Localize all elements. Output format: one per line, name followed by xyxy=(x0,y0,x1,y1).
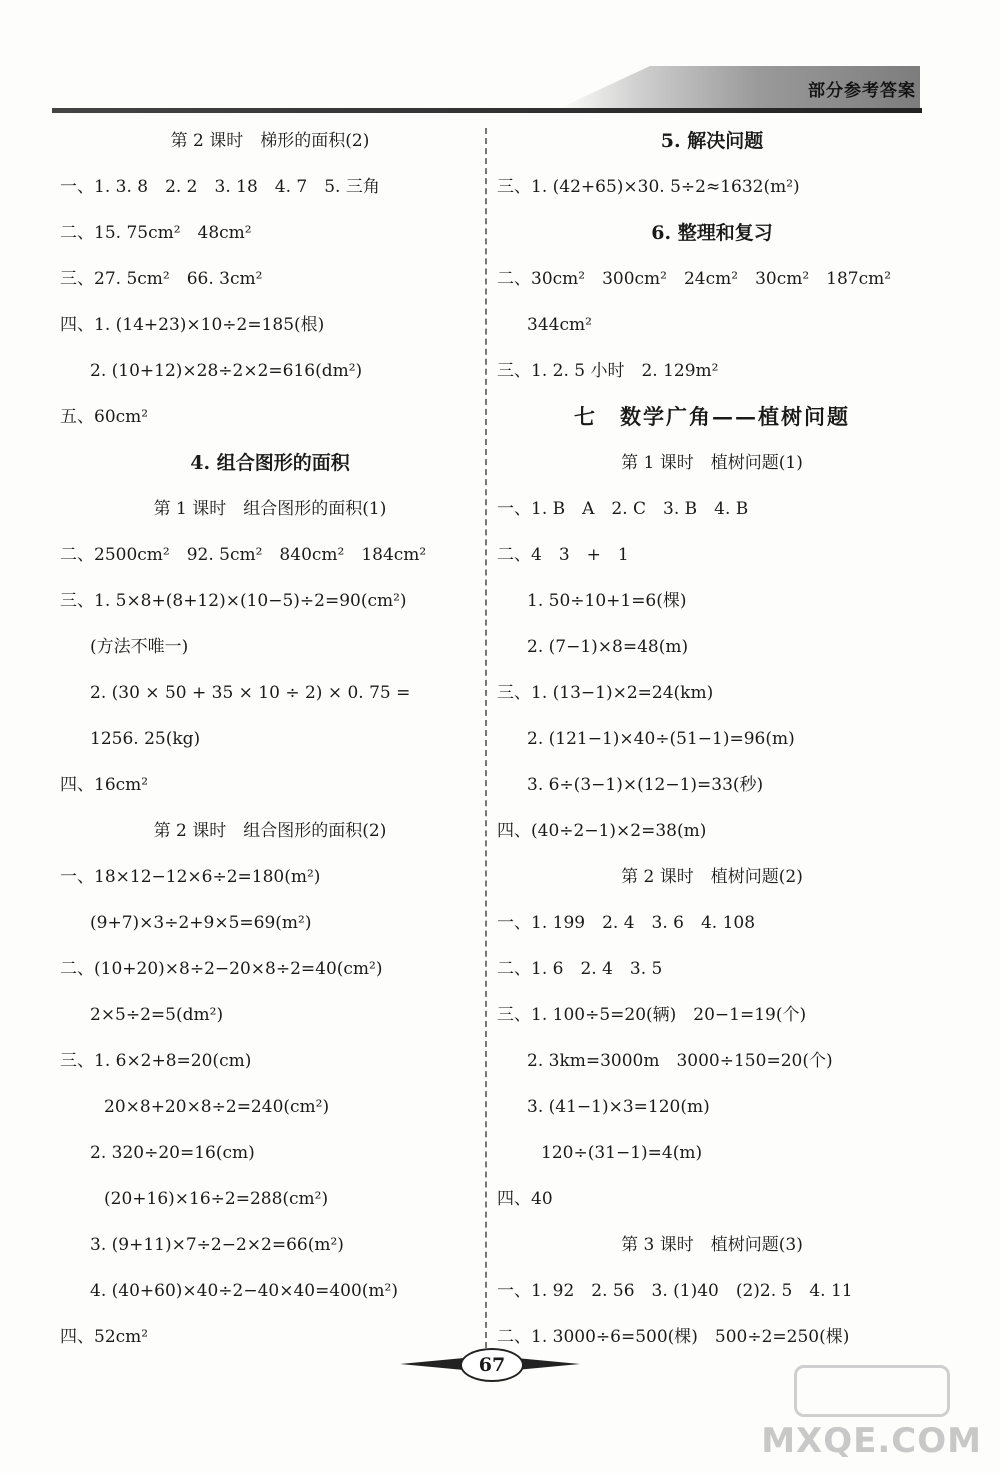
right-answer-line: 三、1. (42+65)×30. 5÷2≈1632(m²) xyxy=(497,177,800,197)
right-answer-line: 2. (121−1)×40÷(51−1)=96(m) xyxy=(527,729,795,749)
left-answer-line: (方法不唯一) xyxy=(90,637,189,657)
left-answer-line: 五、60cm² xyxy=(60,407,149,427)
left-answer-line: 一、1. 3. 8 2. 2 3. 18 4. 7 5. 三角 xyxy=(60,177,380,197)
left-answer-line: 一、18×12−12×6÷2=180(m²) xyxy=(60,867,321,887)
right-answer-line: 第 3 课时 植树问题(3) xyxy=(621,1235,803,1255)
right-answer-line: 2. (7−1)×8=48(m) xyxy=(527,637,689,657)
left-answer-line: 2. (10+12)×28÷2×2=616(dm²) xyxy=(90,361,363,381)
right-answer-line: 2. 3km=3000m 3000÷150=20(个) xyxy=(527,1051,833,1071)
right-answer-line: 一、1. 199 2. 4 3. 6 4. 108 xyxy=(497,913,756,933)
left-answer-line: 4. (40+60)×40÷2−40×40=400(m²) xyxy=(90,1281,398,1301)
right-answer-line: 一、1. 92 2. 56 3. (1)40 (2)2. 5 4. 11 xyxy=(497,1281,853,1301)
right-answer-line: 120÷(31−1)=4(m) xyxy=(541,1143,703,1163)
right-answer-line: 一、1. B A 2. C 3. B 4. B xyxy=(497,499,749,519)
watermark-logo xyxy=(794,1365,950,1417)
header-rule xyxy=(52,108,922,113)
left-answer-line: 二、15. 75cm² 48cm² xyxy=(60,223,252,243)
footer-left-ornament xyxy=(400,1358,464,1370)
left-answer-line: 1256. 25(kg) xyxy=(90,729,201,749)
left-answer-line: 第 1 课时 组合图形的面积(1) xyxy=(153,499,387,519)
left-answer-line: 第 2 课时 组合图形的面积(2) xyxy=(153,821,387,841)
left-answer-line: 2. 320÷20=16(cm) xyxy=(90,1143,255,1163)
right-answer-line: 三、1. (13−1)×2=24(km) xyxy=(497,683,714,703)
right-answer-line: 6. 整理和复习 xyxy=(651,222,773,244)
watermark xyxy=(761,1365,982,1461)
left-answer-line: 2. (30 × 50 + 35 × 10 ÷ 2) × 0. 75 = xyxy=(90,683,411,703)
right-answer-line: 二、1. 3000÷6=500(棵) 500÷2=250(棵) xyxy=(497,1327,850,1347)
page-number: 67 xyxy=(460,1348,524,1382)
right-answer-line: 3. (41−1)×3=120(m) xyxy=(527,1097,710,1117)
right-answer-line: 3. 6÷(3−1)×(12−1)=33(秒) xyxy=(527,775,764,795)
right-column xyxy=(497,118,927,1360)
right-answer-line: 二、30cm² 300cm² 24cm² 30cm² 187cm² xyxy=(497,269,892,289)
left-answer-line: (9+7)×3÷2+9×5=69(m²) xyxy=(90,913,312,933)
left-answer-line: 二、(10+20)×8÷2−20×8÷2=40(cm²) xyxy=(60,959,383,979)
left-answer-line: 3. (9+11)×7÷2−2×2=66(m²) xyxy=(90,1235,344,1255)
right-answer-line: 二、1. 6 2. 4 3. 5 xyxy=(497,959,663,979)
left-column xyxy=(60,118,480,1360)
left-answer-line: (20+16)×16÷2=288(cm²) xyxy=(104,1189,329,1209)
right-answer-line: 第 2 课时 植树问题(2) xyxy=(621,867,803,887)
right-answer-line: 344cm² xyxy=(527,315,592,335)
right-answer-line: 七 数学广角——植树问题 xyxy=(574,404,850,429)
left-answer-line: 四、52cm² xyxy=(60,1327,149,1347)
column-divider xyxy=(485,128,487,1348)
right-answer-line: 第 1 课时 植树问题(1) xyxy=(621,453,803,473)
right-answer-line: 四、(40÷2−1)×2=38(m) xyxy=(497,821,707,841)
right-answer-line: 四、40 xyxy=(497,1189,553,1209)
right-answer-line: 二、4 3 + 1 xyxy=(497,545,629,565)
left-answer-line: 第 2 课时 梯形的面积(2) xyxy=(170,131,370,151)
page-footer xyxy=(400,1348,580,1384)
right-answer-line: 1. 50÷10+1=6(棵) xyxy=(527,591,687,611)
header-title: 部分参考答案 xyxy=(808,81,916,101)
left-answer-line: 4. 组合图形的面积 xyxy=(190,452,350,474)
right-answer-line: 三、1. 100÷5=20(辆) 20−1=19(个) xyxy=(497,1005,807,1025)
left-answer-line: 二、2500cm² 92. 5cm² 840cm² 184cm² xyxy=(60,545,427,565)
left-answer-line: 四、1. (14+23)×10÷2=185(根) xyxy=(60,315,325,335)
watermark-url: MXQE.COM xyxy=(761,1421,982,1461)
left-answer-line: 三、1. 5×8+(8+12)×(10−5)÷2=90(cm²) xyxy=(60,591,407,611)
footer-right-ornament xyxy=(516,1358,580,1370)
left-answer-line: 2×5÷2=5(dm²) xyxy=(90,1005,224,1025)
right-answer-line: 5. 解决问题 xyxy=(660,130,764,152)
left-answer-line: 20×8+20×8÷2=240(cm²) xyxy=(104,1097,330,1117)
left-answer-line: 三、27. 5cm² 66. 3cm² xyxy=(60,269,263,289)
left-answer-line: 三、1. 6×2+8=20(cm) xyxy=(60,1051,252,1071)
left-answer-line: 四、16cm² xyxy=(60,775,149,795)
right-answer-line: 三、1. 2. 5 小时 2. 129m² xyxy=(497,361,719,381)
